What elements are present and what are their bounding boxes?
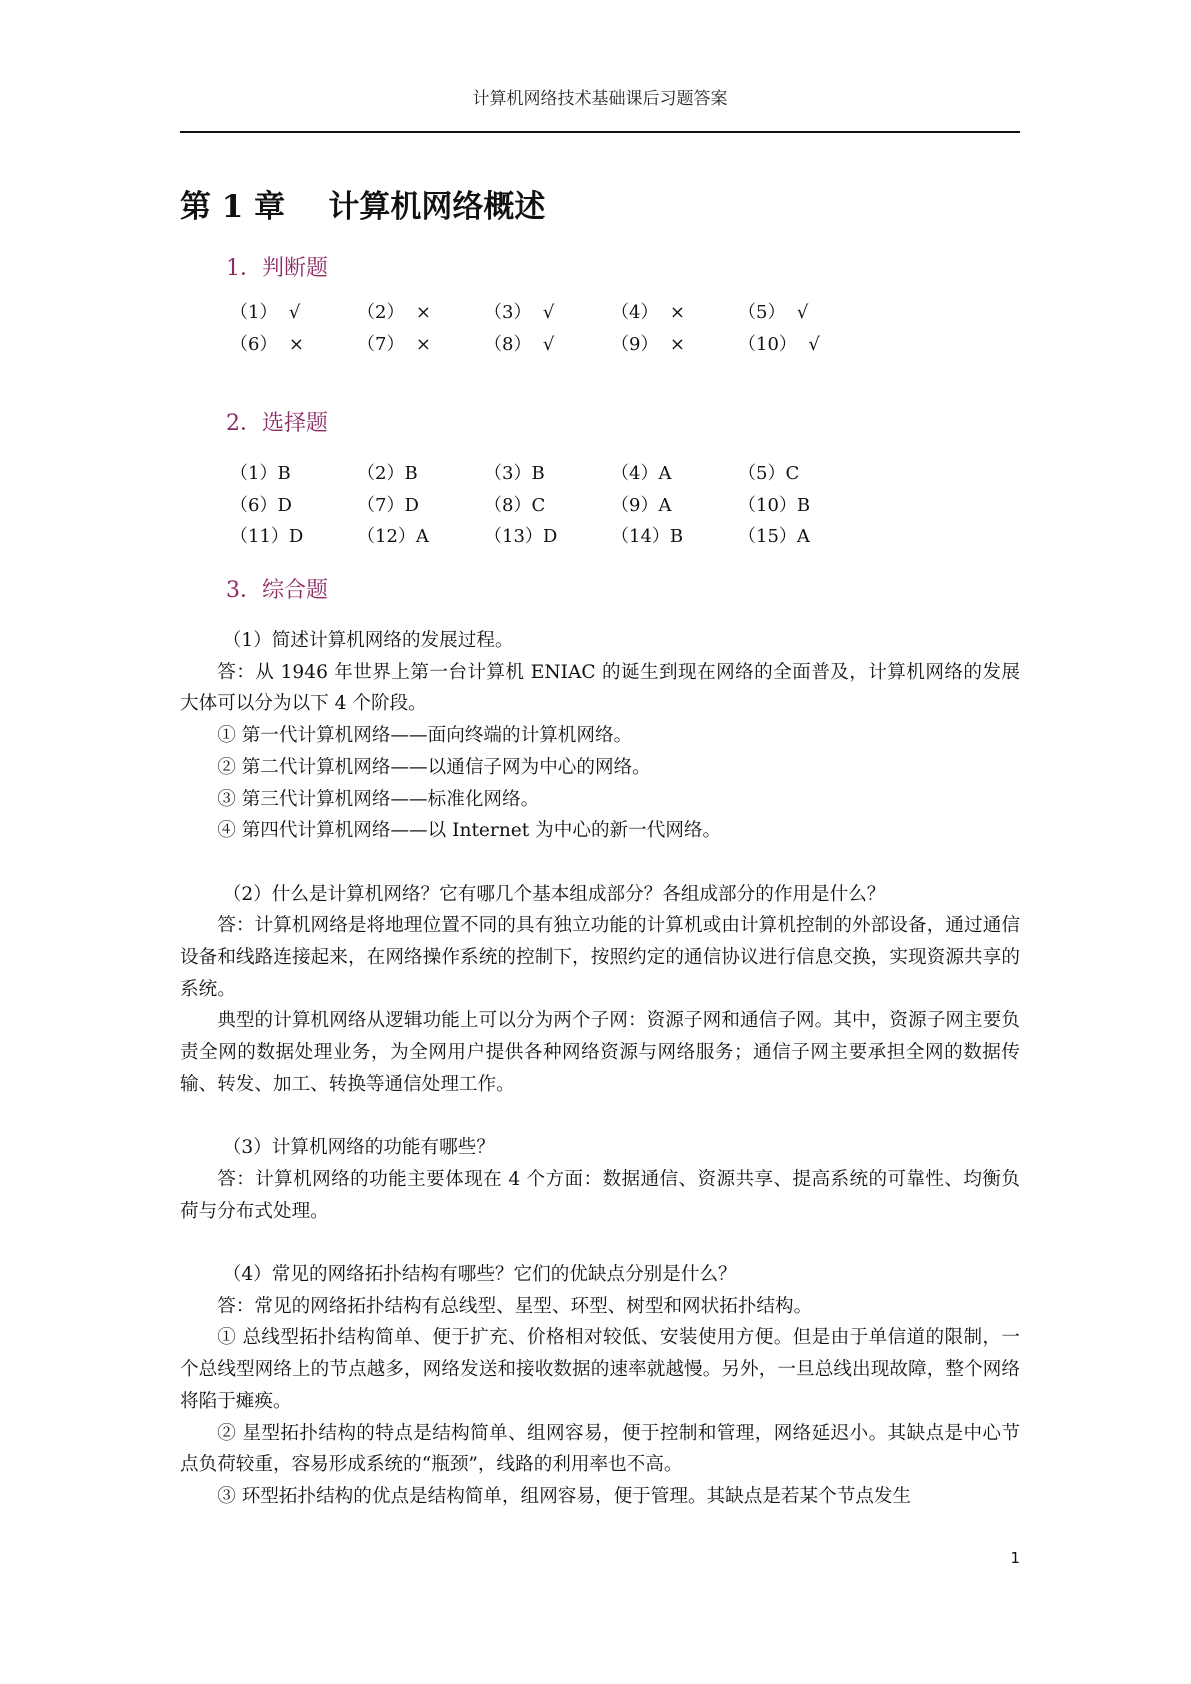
- answer-cell: （7） ×: [357, 333, 431, 355]
- answer-row: [230, 297, 865, 329]
- answer-cell: （15）A: [738, 526, 810, 547]
- answer-cell: （2）B: [357, 463, 418, 484]
- answer-cell: （14）B: [611, 526, 684, 547]
- answer-cell: （2） ×: [357, 302, 431, 323]
- question-text: （4）常见的网络拓扑结构有哪些？它们的优缺点分别是什么？: [222, 1264, 737, 1286]
- question-text: （3）计算机网络的功能有哪些？: [222, 1137, 495, 1159]
- answer-row: [230, 458, 865, 490]
- running-header: 计算机网络技术基础课后习题答案: [472, 89, 728, 109]
- comprehensive-body: [180, 625, 1020, 1513]
- answer-cell: （5）C: [738, 463, 800, 484]
- answer-text: 答：计算机网络是将地理位置不同的具有独立功能的计算机或由计算机控制的外部设备，通过通信设备和线路连接起来，在网络操作系统的控制下，按照约定的通信协议进行信息交换，实现资源共享的系统。: [180, 915, 1020, 1000]
- answer-text: 答：计算机网络的功能主要体现在 4 个方面：数据通信、资源共享、提高系统的可靠性、均衡负荷与分布式处理。: [180, 1168, 1020, 1222]
- list-item: ③ 第三代计算机网络——标准化网络。: [217, 788, 540, 810]
- answer-cell: （7）D: [357, 494, 419, 516]
- answer-cell: （9）A: [611, 494, 672, 516]
- answer-cell: （13）D: [484, 526, 558, 547]
- section-heading-comprehensive: 3．综合题: [226, 578, 328, 603]
- answer-cell: （9） ×: [611, 333, 685, 355]
- answer-row: [230, 490, 865, 522]
- answer-cell: （10）B: [738, 494, 811, 516]
- answer-cell: （3） √: [484, 302, 555, 323]
- header-rule: [180, 131, 1020, 133]
- list-item: ③ 环型拓扑结构的优点是结构简单，组网容易，便于管理。其缺点是若某个节点发生: [217, 1485, 912, 1507]
- answer-cell: （3）B: [484, 463, 545, 484]
- chapter-title: 第 1 章 计算机网络概述: [180, 189, 546, 225]
- question-text: （1）简述计算机网络的发展过程。: [222, 630, 514, 651]
- answer-cell: （8） √: [484, 333, 555, 355]
- answer-cell: （5） √: [738, 302, 809, 323]
- answer-cell: （4） ×: [611, 302, 685, 323]
- answer-grid-choice: [230, 458, 865, 553]
- answer-row: [230, 521, 865, 553]
- paragraph-gap: [180, 847, 1020, 879]
- answer-cell: （1）B: [230, 463, 291, 484]
- answer-cell: （11）D: [230, 526, 304, 547]
- section-heading-judge: 1．判断题: [226, 256, 328, 281]
- answer-grid-judge: [230, 297, 865, 360]
- page-number: 1: [1010, 1549, 1020, 1567]
- list-item: ① 总线型拓扑结构简单、便于扩充、价格相对较低、安装使用方便。但是由于单信道的限制，一个总线型网络上的节点越多，网络发送和接收数据的速率就越慢。另外，一旦总线出现故障，整个网络将陷于瘫痪。: [180, 1327, 1020, 1412]
- list-item: ① 第一代计算机网络——面向终端的计算机网络。: [217, 725, 633, 747]
- section-heading-choice: 2．选择题: [226, 411, 328, 436]
- paragraph-gap: [180, 1227, 1020, 1259]
- answer-cell: （6）D: [230, 494, 292, 516]
- list-item: ② 第二代计算机网络——以通信子网为中心的网络。: [217, 756, 651, 778]
- list-item: ④ 第四代计算机网络——以 Internet 为中心的新一代网络。: [217, 820, 722, 842]
- answer-cell: （10） √: [738, 333, 820, 355]
- answer-row: [230, 329, 865, 361]
- answer-cell: （6） ×: [230, 333, 304, 355]
- answer-cell: （4）A: [611, 463, 672, 484]
- answer-text: 答：从 1946 年世界上第一台计算机 ENIAC 的诞生到现在网络的全面普及，计算机网络的发展大体可以分为以下 4 个阶段。: [180, 661, 1020, 715]
- answer-text: 典型的计算机网络从逻辑功能上可以分为两个子网：资源子网和通信子网。其中，资源子网主要负责全网的数据处理业务，为全网用户提供各种网络资源与网络服务；通信子网主要承担全网的数据传输、转发、加工、转换等通信处理工作。: [180, 1010, 1020, 1095]
- list-item: ② 星型拓扑结构的特点是结构简单、组网容易，便于控制和管理，网络延迟小。其缺点是中心节点负荷较重，容易形成系统的“瓶颈”，线路的利用率也不高。: [180, 1422, 1020, 1476]
- answer-cell: （1） √: [230, 302, 301, 323]
- question-text: （2）什么是计算机网络？它有哪几个基本组成部分？各组成部分的作用是什么？: [222, 883, 886, 905]
- answer-cell: （12）A: [357, 526, 429, 547]
- answer-cell: （8）C: [484, 494, 546, 516]
- answer-text: 答：常见的网络拓扑结构有总线型、星型、环型、树型和网状拓扑结构。: [217, 1295, 813, 1317]
- paragraph-gap: [180, 1101, 1020, 1133]
